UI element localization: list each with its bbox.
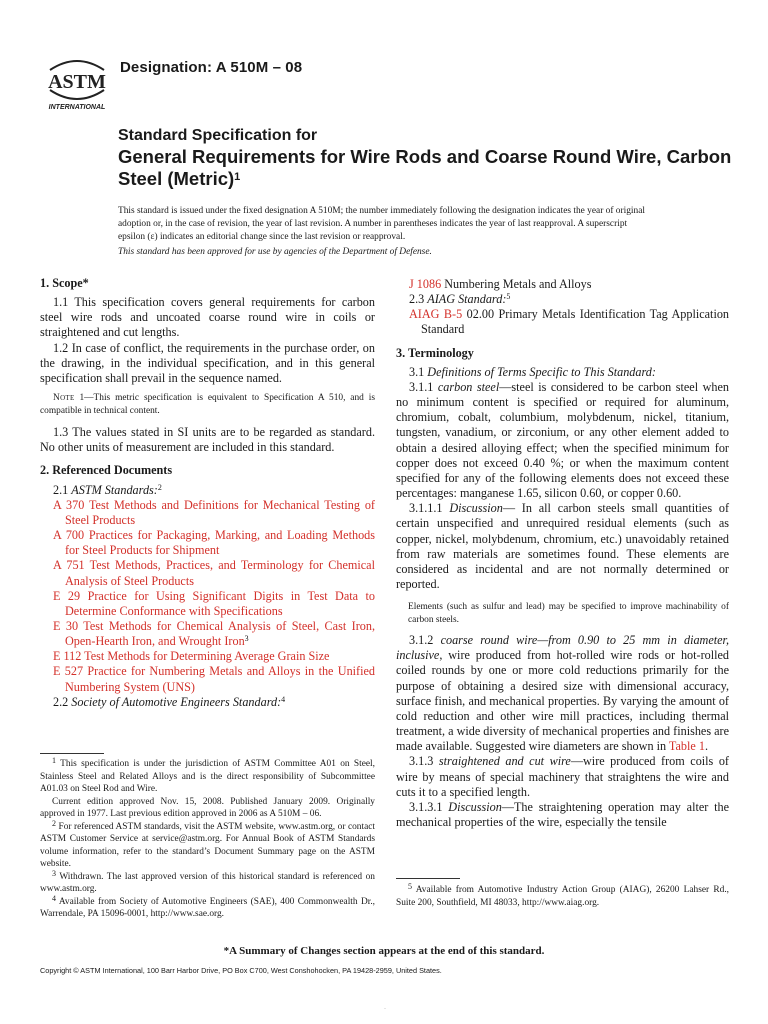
section-heading-terminology: 3. Terminology (396, 345, 474, 360)
note-1-label: Note (53, 393, 75, 404)
ref-link[interactable]: E 527 (53, 664, 84, 679)
ref-item-a700[interactable] (40, 528, 375, 558)
ref-title[interactable]: Test Methods and Definitions for Mechanical Testing of Steel Products (65, 497, 375, 527)
ref-title: 02.00 Primary Metals Identification Tag Application Standard (421, 307, 730, 337)
footnote-marker: 4 (52, 893, 56, 903)
ref-title[interactable]: Practice for Using Significant Digits in Test Data to Determine Conformance with Specifications (65, 588, 376, 618)
paragraph-3-1-1-1 (396, 501, 729, 592)
aiag-standard-label (396, 292, 729, 307)
footnote-1 (40, 758, 375, 796)
ref-title[interactable]: Test Methods, Practices, and Terminology for Chemical Analysis of Steel Products (65, 558, 375, 588)
astm-standards-number: 2.1 (53, 482, 69, 497)
paragraph-1-1: 1.1 This specification covers general requirements for carbon steel wire rods and uncoated coarse round wire in coils or straightened and cut lengths. (40, 295, 375, 340)
sae-footnote-marker: 4 (281, 694, 286, 704)
ref-item-e527[interactable] (40, 664, 375, 694)
title-footnote-marker: 1 (234, 171, 241, 183)
title-main (118, 146, 738, 190)
summary-of-changes-note: *A Summary of Changes section appears at the end of this standard. (223, 945, 545, 957)
paragraph-3-1-2-number: 3.1.2 (409, 633, 434, 648)
ref-item-e30[interactable] (40, 619, 375, 649)
title-prefix: Standard Specification for (118, 127, 318, 144)
term-coarse-round-wire: coarse round wire—from 0.90 to 25 mm in diameter, inclusive (396, 633, 729, 663)
note-1 (40, 392, 375, 417)
footnotes-left (40, 758, 375, 921)
ref-item-a370[interactable] (40, 498, 375, 528)
paragraph-3-1-1-number: 3.1.1 (409, 379, 434, 394)
term-carbon-steel: carbon steel (437, 379, 500, 394)
footnotes-right (396, 884, 729, 909)
dod-note: This standard has been approved for use by agencies of the Department of Defense. (118, 247, 432, 257)
ref-title[interactable]: Test Methods for Determining Average Grain Size (84, 649, 330, 664)
designation: Designation: A 510M – 08 (120, 59, 303, 76)
table-1-link[interactable]: Table 1 (668, 739, 705, 754)
astm-standards-label (40, 483, 375, 498)
paragraph-1-2: 1.2 In case of conflict, the requirements in the purchase order, on the drawing, in the individual specification, and in this general specification shall prevail in the sequence named. (40, 340, 375, 385)
paragraph-3-1-3-number: 3.1.3 (409, 754, 434, 769)
footnote-2 (40, 818, 376, 871)
aiag-standard-title: AIAG Standard: (427, 292, 507, 307)
ref-link[interactable]: E 29 (53, 588, 81, 603)
paragraph-3-1-3 (396, 754, 729, 799)
footnote-divider (40, 753, 104, 754)
right-column (396, 277, 729, 830)
copyright-line: Copyright © ASTM International, 100 Barr Harbor Drive, PO Box C700, West Conshohocken, PA 19428-2959, United States. (40, 966, 442, 975)
ref-title[interactable]: Test Methods for Chemical Analysis of Steel, Cast Iron, Open-Hearth Iron, and Wrought Iron (65, 618, 375, 649)
aiag-footnote-marker: 5 (506, 292, 511, 302)
paragraph-3-1 (396, 365, 729, 380)
term-discussion: Discussion (449, 501, 503, 516)
term-discussion: Discussion (448, 799, 502, 814)
footnote-text: This specification is under the jurisdiction of ASTM Committee A01 on Steel, Stainless Steel and Related Alloys and is the direct responsibility of Subcommittee A01.03 on Steel Rod and Wire. (40, 759, 375, 794)
ref-title: Numbering Metals and Alloys (444, 277, 592, 291)
paragraph-1-3: 1.3 The values stated in SI units are to be regarded as standard. No other units of measurement are included in this standard. (40, 425, 375, 455)
ref-item-a751[interactable] (40, 558, 375, 588)
ref-title[interactable]: Practice for Numbering Metals and Alloys in the Unified Numbering System (UNS) (65, 664, 375, 694)
machinability-note: Elements (such as sulfur and lead) may be specified to improve machinability of carbon steels. (408, 602, 729, 625)
paragraph-3-1-3-1-number: 3.1.3.1 (409, 799, 443, 814)
footnote-4 (40, 893, 376, 921)
astm-standards-footnote-marker: 2 (157, 482, 162, 492)
ref-link[interactable]: A 751 (53, 558, 85, 573)
paragraph-3-1-1-text: —steel is considered to be carbon steel when no minimum content is specified or required for aluminum, chromium, cobalt, columbium, molybdenum, nickel, titanium, tungsten, vanadium, or zirconium, or any other element added to obtain a desired alloying effect; when the specified minimum for copper does not exceed 0.40 %; or when the maximum content specified for any of the following elements does not exceed these percentages: manganese 1.65, silicon 0.60, or copper 0.60. (396, 379, 729, 501)
ref-item-e112[interactable] (40, 649, 375, 664)
title-main-text: General Requirements for Wire Rods and Coarse Round Wire, Carbon Steel (Metric) (118, 146, 732, 189)
footnote-text: Available from Society of Automotive Engineers (SAE), 400 Commonwealth Dr., Warrendale, PA 15096-0001, http://www.sae.org. (40, 896, 376, 919)
ref-link[interactable]: A 700 (53, 528, 85, 543)
paragraph-3-1-number: 3.1 (409, 364, 425, 379)
term-straightened-and-cut-wire: straightened and cut wire (438, 754, 571, 769)
footnote-divider (396, 878, 460, 879)
astm-international-logo (40, 50, 114, 112)
footnote-text: Withdrawn. The last approved version of this historical standard is referenced on www.astm.org. (40, 871, 375, 894)
paragraph-3-1-2 (396, 633, 729, 754)
sae-standard-title: Society of Automotive Engineers Standard: (71, 694, 282, 709)
ref-item-e29[interactable] (40, 589, 375, 619)
footnote-marker: 5 (408, 882, 412, 891)
section-heading-scope: 1. Scope* (40, 276, 89, 290)
paragraph-3-1-3-1-text: —The straightening operation may alter the mechanical properties of the wire, especially the tensile (396, 799, 729, 829)
paragraph-3-1-3-1 (396, 800, 729, 830)
ref-link[interactable]: J 1086 (409, 277, 442, 291)
title-block (118, 126, 738, 190)
ref-title[interactable]: Practices for Packaging, Marking, and Loading Methods for Steel Products for Shipment (65, 528, 375, 558)
ref-footnote-marker: 3 (244, 634, 249, 644)
paragraph-3-1-2-text: , wire produced from hot-rolled wire rods or hot-rolled coiled rounds by one or more cold reductions primarily for the purpose of obtaining a desired size with dimensional accuracy, surface finish, and mechanical properties. By varying the amount of cold reduction and other wire mill practices, including thermal treatment, a wide diversity of mechanical properties and finishes are made available. Suggested wire diameters are shown in (396, 648, 729, 754)
logo-subtext: INTERNATIONAL (48, 104, 106, 111)
left-column (40, 276, 375, 710)
footnote-3 (40, 868, 375, 896)
footnote-marker: 1 (52, 756, 56, 765)
ref-item-j1086[interactable] (396, 277, 729, 292)
footnote-text: Current edition approved Nov. 15, 2008. Published January 2009. Originally approved in 1977. Last previous edition approved in 2006 as A 510M – 06. (40, 796, 375, 819)
footnote-text: Available from Automotive Industry Action Group (AIAG), 26200 Lahser Rd., Suite 200, Southfield, MI 48033, http://www.aiag.org. (396, 885, 730, 908)
footnote-5 (396, 884, 729, 909)
ref-link[interactable]: E 30 (53, 618, 79, 633)
ref-link[interactable]: E 112 (53, 649, 82, 664)
paragraph-3-1-1 (396, 380, 729, 501)
paragraph-3-1-text: Definitions of Terms Specific to This Standard: (427, 364, 656, 379)
page-marker: · (384, 1006, 386, 1012)
section-heading-referenced-documents: 2. Referenced Documents (40, 463, 173, 478)
paragraph-3-1-2-end: . (704, 739, 708, 754)
ref-item-aiag-b5[interactable] (396, 307, 729, 337)
ref-link[interactable]: A 370 (53, 497, 85, 512)
sae-standard-number: 2.2 (53, 694, 69, 709)
footnote-text: For referenced ASTM standards, visit the ASTM website, www.astm.org, or contact ASTM Customer Service at service@astm.org. For Annual Book of ASTM Standards volume information, refer to the standard’s Document Summary page on the ASTM website. (40, 821, 376, 869)
aiag-standard-number: 2.3 (409, 292, 425, 307)
astm-standards-title: ASTM Standards: (71, 482, 158, 497)
footnote-marker: 3 (52, 868, 56, 878)
issue-note: This standard is issued under the fixed designation A 510M; the number immediately following the designation indicates the year of original adoption or, in the case of revision, the year of last revision. A number in parentheses indicates the year of last reapproval. A superscript epsilon (ε) indicates an editorial change since the last revision or reapproval. (118, 206, 645, 242)
footnote-1-edition (40, 796, 375, 821)
footnote-marker: 2 (52, 818, 56, 828)
ref-link[interactable]: AIAG B-5 (409, 307, 463, 322)
sae-standard-label (40, 695, 375, 710)
paragraph-3-1-1-1-text: — In all carbon steels small quantities of certain unspecified and unrequired residual elements (such as copper, nickel, molybdenum, chromium, etc.) unavoidably retained from raw materials are sometimes found. These elements are considered as incidental and are not normally determined or reported. (396, 501, 730, 591)
note-1-text: 1—This metric specification is equivalent to Specification A 510, and is compatible in technical content. (40, 393, 375, 416)
logo-wordmark: ASTM (48, 71, 106, 93)
paragraph-3-1-1-1-number: 3.1.1.1 (409, 501, 443, 516)
paragraph-3-1-3-text: —wire produced from coils of wire by means of special machinery that straightens the wire and cuts it to a specified length. (396, 754, 729, 799)
